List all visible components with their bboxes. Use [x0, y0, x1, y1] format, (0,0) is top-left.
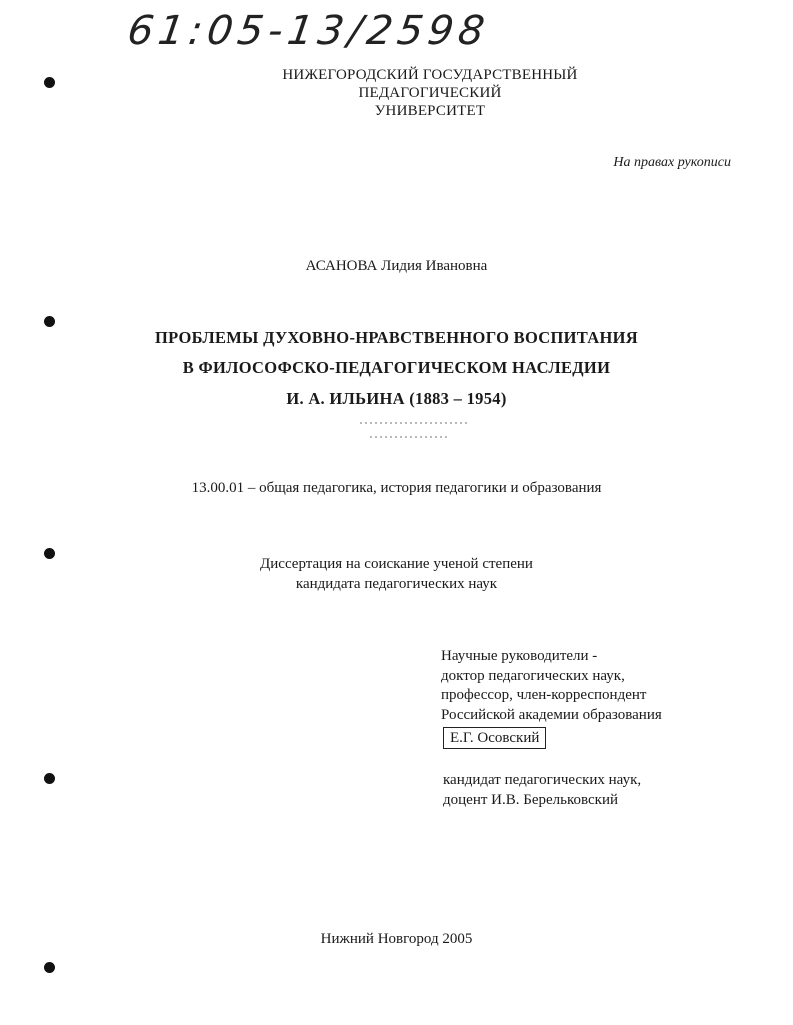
supervisor-credential: доцент И.В. Берельковский	[443, 792, 619, 808]
manuscript-rights: На правах рукописи	[613, 155, 731, 170]
punch-hole-mark	[44, 773, 55, 784]
university-line: УНИВЕРСИТЕТ	[374, 103, 486, 119]
punch-hole-mark	[44, 962, 55, 973]
punch-hole-mark	[44, 77, 55, 88]
supervisors-heading: Научные руководители -	[441, 648, 598, 664]
supervisors-block	[441, 647, 662, 749]
punch-hole-mark	[44, 316, 55, 327]
title-line: ПРОБЛЕМЫ ДУХОВНО-НРАВСТВЕННОГО ВОСПИТАНИЯ	[155, 328, 638, 347]
supervisor-credential: кандидат педагогических наук,	[443, 772, 642, 788]
university-name	[210, 66, 650, 120]
supervisor-credential: профессор, член-корреспондент	[441, 687, 647, 703]
specialty-code: 13.00.01 – общая педагогика, история педагогики и образования	[191, 480, 602, 496]
stamp-speckle	[360, 422, 470, 424]
dissertation-line: кандидата педагогических наук	[295, 576, 498, 592]
author-name: АСАНОВА Лидия Ивановна	[305, 258, 488, 274]
university-line: НИЖЕГОРОДСКИЙ ГОСУДАРСТВЕННЫЙ ПЕДАГОГИЧЕСКИЙ	[282, 67, 578, 101]
title-line: В ФИЛОСОФСКО-ПЕДАГОГИЧЕСКОМ НАСЛЕДИИ	[182, 358, 611, 377]
supervisor-name-box: Е.Г. Осовский	[443, 727, 546, 749]
title-line: И. А. ИЛЬИНА (1883 – 1954)	[286, 389, 507, 408]
supervisor-credential: Российской академии образования	[441, 706, 662, 723]
supervisor-credential: доктор педагогических наук,	[441, 667, 625, 684]
stamp-speckle	[370, 436, 450, 438]
second-supervisor	[443, 770, 641, 810]
city-year: Нижний Новгород 2005	[320, 931, 473, 947]
dissertation-degree	[0, 554, 793, 594]
handwritten-archive-number: 61:05-13/2598	[124, 8, 493, 54]
dissertation-line: Диссертация на соискание ученой степени	[260, 556, 533, 572]
